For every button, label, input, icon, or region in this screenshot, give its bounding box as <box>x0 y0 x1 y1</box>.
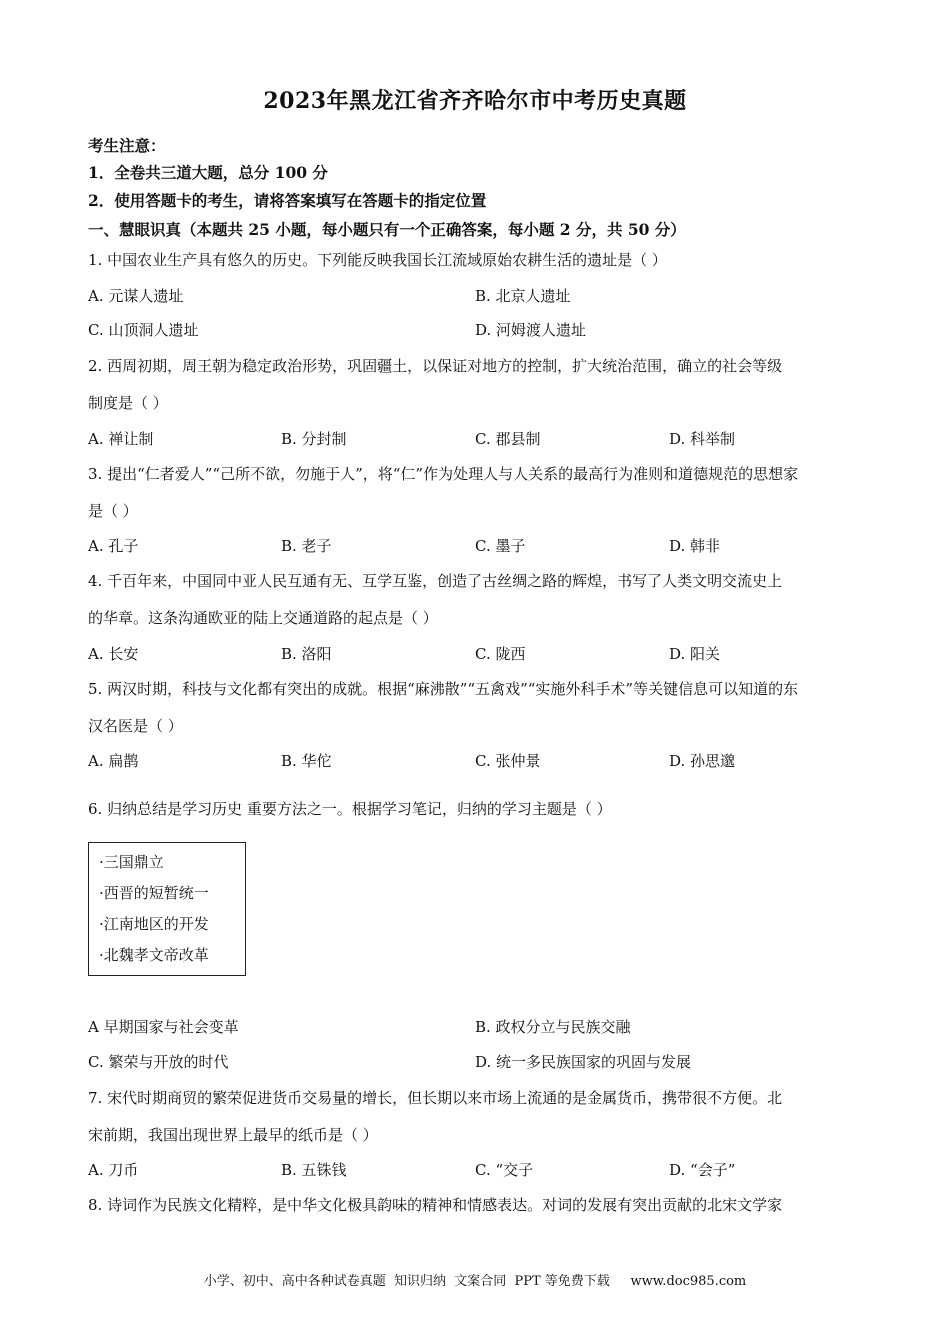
q1-option-c[interactable]: C. 山顶洞人遗址 <box>88 321 199 339</box>
question-4-stem-cont: 的华章。这条沟通欧亚的陆上交通道路的起点是（ ） <box>88 609 438 627</box>
q5-option-b[interactable]: B. 华佗 <box>281 752 332 770</box>
q1-option-d[interactable]: D. 河姆渡人遗址 <box>475 321 587 339</box>
q1-option-b[interactable]: B. 北京人遗址 <box>475 287 571 305</box>
q6-option-b[interactable]: B. 政权分立与民族交融 <box>475 1018 631 1036</box>
q2-option-b[interactable]: B. 分封制 <box>281 430 347 448</box>
q6-option-d[interactable]: D. 统一多民族国家的巩固与发展 <box>475 1053 692 1071</box>
q3-option-d[interactable]: D. 韩非 <box>669 537 721 555</box>
q3-option-b[interactable]: B. 老子 <box>281 537 332 555</box>
q4-option-c[interactable]: C. 陇西 <box>475 645 526 663</box>
study-note: ·江南地区的开发 <box>99 915 209 933</box>
question-5-stem-cont: 汉名医是（ ） <box>88 717 183 735</box>
q5-option-a[interactable]: A. 扁鹊 <box>88 752 139 770</box>
study-notes-box <box>88 842 246 976</box>
study-note: ·三国鼎立 <box>99 853 164 871</box>
question-4-stem: 4. 千百年来，中国同中亚人民互通有无、互学互鉴，创造了古丝绸之路的辉煌，书写了人类文明交流史上 <box>88 572 783 590</box>
q7-option-d[interactable]: D. “会子” <box>669 1161 736 1179</box>
study-note: ·西晋的短暂统一 <box>99 884 209 902</box>
q2-option-a[interactable]: A. 禅让制 <box>88 430 154 448</box>
notice-heading: 考生注意： <box>88 136 166 155</box>
notice-item-1: 1．全卷共三道大题，总分 100 分 <box>88 163 328 182</box>
question-2-stem-cont: 制度是（ ） <box>88 394 168 412</box>
q2-option-c[interactable]: C. 郡县制 <box>475 430 541 448</box>
q3-option-a[interactable]: A. 孔子 <box>88 537 139 555</box>
section-heading: 一、慧眼识真（本题共 25 小题，每小题只有一个正确答案，每小题 2 分，共 50 分） <box>88 220 686 239</box>
q5-option-c[interactable]: C. 张仲景 <box>475 752 541 770</box>
q6-option-a[interactable]: A 早期国家与社会变革 <box>88 1018 239 1036</box>
q4-option-d[interactable]: D. 阳关 <box>669 645 721 663</box>
q4-option-b[interactable]: B. 洛阳 <box>281 645 332 663</box>
question-3-stem: 3. 提出“仁者爱人”“己所不欲，勿施于人”，将“仁”作为处理人与人关系的最高行为准则和道德规范的思想家 <box>88 465 799 483</box>
page-footer: 小学、初中、高中各种试卷真题 知识归纳 文案合同 PPT 等免费下载 www.doc985.com <box>203 1274 747 1289</box>
notice-item-2: 2．使用答题卡的考生，请将答案填写在答题卡的指定位置 <box>88 191 487 210</box>
question-2-stem: 2. 西周初期，周王朝为稳定政治形势，巩固疆土，以保证对地方的控制，扩大统治范围，确立的社会等级 <box>88 357 783 375</box>
q1-option-a[interactable]: A. 元谋人遗址 <box>88 287 184 305</box>
question-5-stem: 5. 两汉时期，科技与文化都有突出的成就。根据“麻沸散”“五禽戏”“实施外科手术”等关键信息可以知道的东 <box>88 680 799 698</box>
question-6-stem: 6. 归纳总结是学习历史 重要方法之一。根据学习笔记，归纳的学习主题是（ ） <box>88 800 612 818</box>
q5-option-d[interactable]: D. 孙思邈 <box>669 752 736 770</box>
q4-option-a[interactable]: A. 长安 <box>88 645 139 663</box>
q6-option-c[interactable]: C. 繁荣与开放的时代 <box>88 1053 229 1071</box>
q3-option-c[interactable]: C. 墨子 <box>475 537 526 555</box>
q7-option-a[interactable]: A. 刀币 <box>88 1161 139 1179</box>
question-3-stem-cont: 是（ ） <box>88 502 138 520</box>
question-7-stem-cont: 宋前期，我国出现世界上最早的纸币是（ ） <box>88 1126 378 1144</box>
q7-option-c[interactable]: C. “交子 <box>475 1161 534 1179</box>
exam-title: 2023年黑龙江省齐齐哈尔市中考历史真题 <box>263 88 687 114</box>
q7-option-b[interactable]: B. 五铢钱 <box>281 1161 347 1179</box>
question-8-stem: 8. 诗词作为民族文化精粹，是中华文化极具韵味的精神和情感表达。对词的发展有突出贡献的北宋文学家 <box>88 1196 783 1214</box>
study-note: ·北魏孝文帝改革 <box>99 946 209 964</box>
question-7-stem: 7. 宋代时期商贸的繁荣促进货币交易量的增长，但长期以来市场上流通的是金属货币，携带很不方便。北 <box>88 1089 783 1107</box>
q2-option-d[interactable]: D. 科举制 <box>669 430 736 448</box>
question-1-stem: 1. 中国农业生产具有悠久的历史。下列能反映我国长江流域原始农耕生活的遗址是（ ） <box>88 251 667 269</box>
